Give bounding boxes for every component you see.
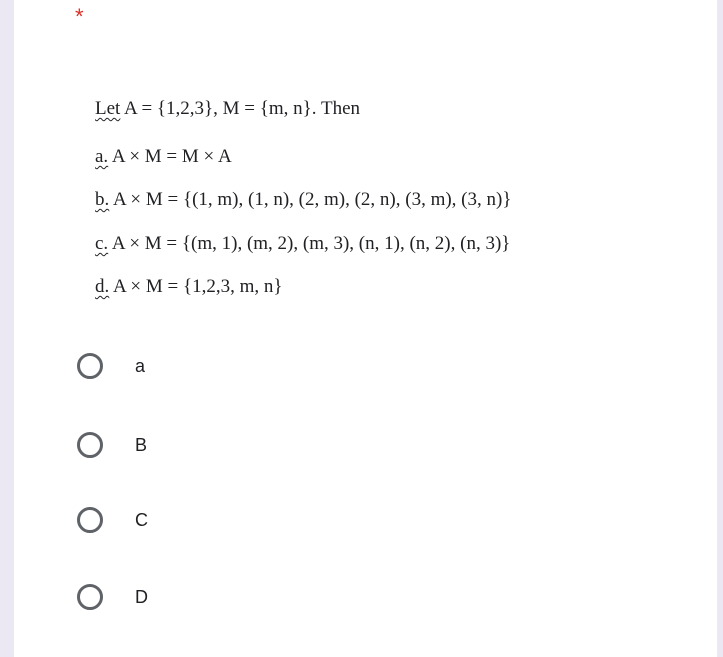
option-label[interactable]: B <box>135 434 148 455</box>
option-a[interactable] <box>76 346 376 386</box>
option-c[interactable] <box>76 500 376 540</box>
option-label[interactable]: a <box>135 355 146 376</box>
choice-a-line <box>95 146 232 168</box>
question-card <box>14 0 717 657</box>
choice-letter: b. <box>95 189 110 210</box>
question-intro <box>95 98 360 120</box>
choice-c-line <box>95 233 510 255</box>
choice-d-line <box>95 276 282 298</box>
choice-letter: a. <box>95 146 109 167</box>
choice-math: A × M = M × A <box>111 146 232 167</box>
intro-then: Then <box>320 98 361 119</box>
radio-circle-icon[interactable] <box>77 507 103 533</box>
radio-circle-icon[interactable] <box>77 432 103 458</box>
option-label[interactable]: D <box>135 586 148 607</box>
radio-circle-icon[interactable] <box>77 584 103 610</box>
option-label[interactable]: C <box>135 509 148 530</box>
choice-math: A × M = {(1, m), (1, n), (2, m), (2, n), (3, m), (3, n)} <box>112 189 512 210</box>
choice-letter: d. <box>95 276 110 297</box>
choice-math: A × M = {1,2,3, m, n} <box>112 276 283 297</box>
required-marker: * <box>75 4 84 29</box>
choice-math: A × M = {(m, 1), (m, 2), (m, 3), (n, 1), (n, 2), (n, 3)} <box>111 233 511 254</box>
choice-letter: c. <box>95 233 109 254</box>
intro-word: Let <box>95 98 121 119</box>
choice-b-line <box>95 189 511 211</box>
intro-math: A = {1,2,3}, M = {m, n}. <box>124 98 317 119</box>
radio-circle-icon[interactable] <box>77 353 103 379</box>
option-b[interactable] <box>76 425 376 465</box>
option-d[interactable] <box>76 577 376 617</box>
